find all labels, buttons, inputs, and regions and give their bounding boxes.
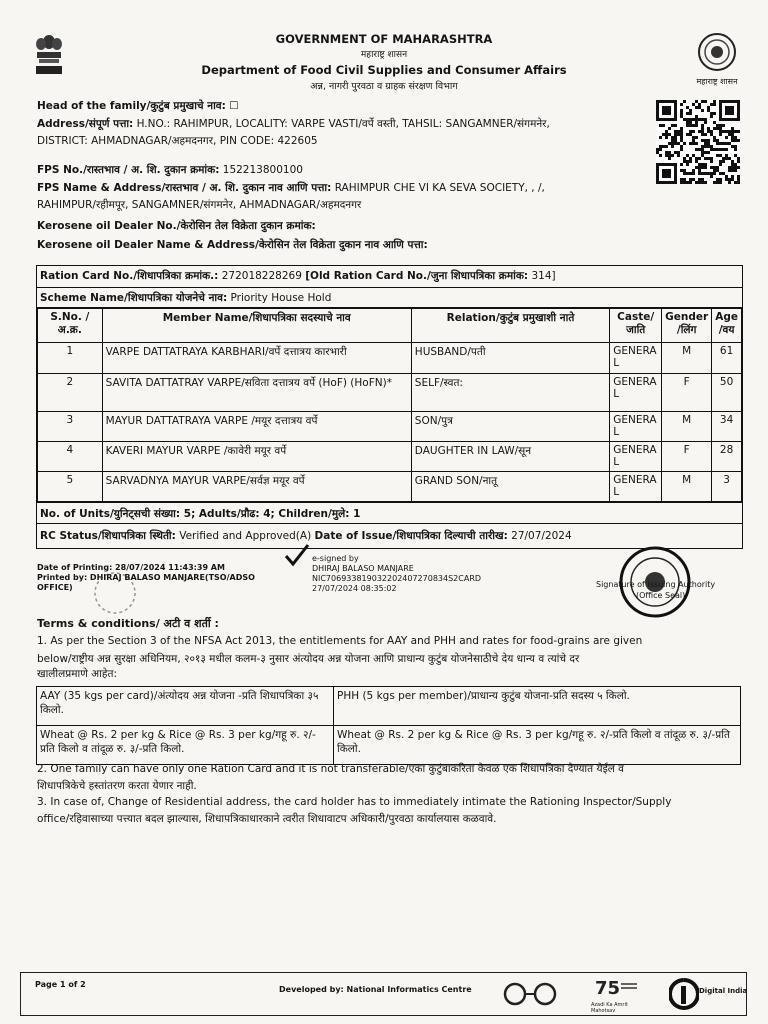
- terms-2b: शिधापत्रिकेचे हस्तांतरण करता येणार नाही.: [37, 780, 197, 792]
- col-gender: Gender /लिंग: [662, 309, 712, 343]
- head-of-family: Head of the family/कुटुंब प्रमुखाचे नाव: ☐: [37, 100, 239, 112]
- ration-card-box: [36, 265, 743, 549]
- state-seal-caption: महाराष्ट्र शासन: [696, 77, 738, 86]
- swachh-bharat-logo-icon: [497, 981, 567, 1007]
- col-sno: S.No. /अ.क्र.: [38, 309, 103, 343]
- department-name: Department of Food Civil Supplies and Consumer Affairs: [201, 63, 567, 77]
- members-table-header: [38, 309, 742, 343]
- table-row: 1 VARPE DATTATRAYA KARBHARI/वर्पे दत्तात्रय कारभारी HUSBAND/पती GENERA L M 61: [38, 343, 742, 374]
- esigned-name: DHIRAJ BALASO MANJARE: [312, 564, 414, 573]
- esigned-time: 27/07/2024 08:35:02: [312, 584, 397, 593]
- digital-india-label: Digital India: [699, 987, 748, 995]
- table-row: 2 SAVITA DATTATRAY VARPE/सविता दत्तात्रय वर्पे (HoF) (HoFN)* SELF/स्वत: GENERA L F 50: [38, 374, 742, 412]
- ration-card-number-row: Ration Card No./शिधापत्रिका क्रमांक.: 272018228269 [Old Ration Card No./जुना शिधापत्रिका क्रमांक: 314]: [37, 266, 742, 288]
- digital-india-logo-icon: [669, 978, 699, 1010]
- entitlements-table: [36, 686, 741, 765]
- terms-3b: office/रहिवासाच्या पत्त्यात बदल झाल्यास, शिधापत्रिकाधारकाने त्वरीत शिधावाटप अधिकारी/पुरवठा कार्यालयास कळवावे.: [37, 813, 497, 825]
- table-row: AAY (35 kgs per card)/अंत्योदय अन्न योजना -प्रति शिधापत्रिका ३५ किलो. PHH (5 kgs per member)/प्राधान्य कुटुंब योजना-प्रति सदस्य ५ किलो.: [37, 687, 741, 726]
- printed-by-office: OFFICE): [37, 583, 73, 592]
- table-row: Wheat @ Rs. 2 per kg & Rice @ Rs. 3 per kg/गहू रु. २/-प्रति किलो व तांदूळ रु. ३/-प्रति किलो. Wheat @ Rs. 2 per kg & Rice @ Rs. 3 per kg/गहू रु. २/-प्रति किलो व तांदूळ रु. ३/-प्रति किलो.: [37, 726, 741, 765]
- terms-1c: खालीलप्रमाणे आहेत:: [37, 668, 117, 680]
- table-row: 5 SARVADNYA MAYUR VARPE/सर्वज्ञ मयूर वर्पे GRAND SON/नातू GENERA L M 3: [38, 472, 742, 502]
- kerosene-dealer-address: Kerosene oil Dealer Name & Address/केरोसिन तेल विक्रेता दुकान नाव आणि पत्ता:: [37, 239, 428, 251]
- terms-heading: Terms & conditions/ अटी व शर्ती :: [37, 617, 219, 630]
- qr-code: [656, 100, 740, 184]
- signature-caption-office: (Office Seal): [636, 591, 686, 600]
- terms-1: 1. As per the Section 3 of the NFSA Act 2013, the entitlements for AAY and PHH and rates for food-grains are given: [37, 635, 643, 647]
- terms-2: 2. One family can have only one Ration Card and it is not transferable/एका कुटुंबाकरिता केवळ एक शिधापत्रिका देण्यात येईल व: [37, 763, 625, 775]
- signature-caption: Signature of Issuing Authority: [596, 580, 716, 589]
- table-row: 4 KAVERI MAYUR VARPE /कावेरी मयूर वर्पे DAUGHTER IN LAW/सून GENERA L F 28: [38, 442, 742, 472]
- col-member-name: Member Name/शिधापत्रिका सदस्याचे नाव: [102, 309, 411, 343]
- col-age: Age /वय: [712, 309, 742, 343]
- address-line-2: DISTRICT: AHMADNAGAR/अहमदनगर, PIN CODE: 422605: [37, 135, 318, 147]
- page-title: GOVERNMENT OF MAHARASHTRA: [275, 32, 493, 46]
- page-title-marathi: महाराष्ट्र शासन: [360, 50, 408, 60]
- footer: [20, 972, 747, 1016]
- units-row: No. of Units/युनिट्सची संख्या: 5; Adults/प्रौढ: 4; Children/मुले: 1: [37, 502, 742, 524]
- svg-text:75: 75: [595, 978, 621, 998]
- members-table: [37, 308, 742, 502]
- esigned-code: NIC706933819032202407270834S2CARD: [312, 574, 482, 583]
- azadi-logo: 75 Azadi Ka Amrit Mahotsav: [591, 976, 641, 1012]
- printed-by: Printed by: DHIRAJ BALASO MANJARE(TSO/ADSO: [37, 573, 255, 582]
- col-relation: Relation/कुटुंब प्रमुखाशी नाते: [411, 309, 609, 343]
- office-stamp-left: [92, 570, 138, 616]
- esigned-label: e-signed by: [312, 554, 359, 563]
- developed-by: Developed by: National Informatics Centre: [279, 985, 472, 994]
- scheme-row: Scheme Name/शिधापत्रिका योजनेचे नाव: Priority House Hold: [37, 288, 742, 308]
- table-row: 3 MAYUR DATTATRAYA VARPE /मयूर दत्तात्रय वर्पे SON/पुत्र GENERA L M 34: [38, 412, 742, 442]
- terms-1b: below/राष्ट्रीय अन्न सुरक्षा अधिनियम, २०१३ मधील कलम-३ नुसार अंत्योदय अन्न योजना आणि प्राधान्य कुटुंब योजनेसाठीचे देय धान्य व त्यांचे दर: [37, 653, 580, 665]
- fps-name-address-2: RAHIMPUR/रहीमपूर, SANGAMNER/संगमनेर, AHMADNAGAR/अहमदनगर: [37, 199, 362, 211]
- page-number: Page 1 of 2: [35, 980, 86, 989]
- address-line: Address/संपूर्ण पत्ता: H.NO.: RAHIMPUR, LOCALITY: VARPE VASTI/वर्पे वस्ती, TAHSIL: SANGAMNER/संगमनेर,: [37, 118, 550, 130]
- checkmark-icon: [284, 543, 310, 567]
- fps-name-address: FPS Name & Address/रास्तभाव / अ. शि. दुकान नाव आणि पत्ता: RAHIMPUR CHE VI KA SEVA SOCIETY, , /,: [37, 182, 545, 194]
- rc-status-row: RC Status/शिधापत्रिका स्थिती: Verified and Approved(A) Date of Issue/शिधापत्रिका दिल्याची तारीख: 27/07/2024: [40, 530, 572, 542]
- fps-number: FPS No./रास्तभाव / अ. शि. दुकान क्रमांक: 152213800100: [37, 164, 303, 176]
- terms-3: 3. In case of, Change of Residential address, the card holder has to immediately intimate the Rationing Inspector/Supply: [37, 796, 672, 808]
- date-of-printing: Date of Printing: 28/07/2024 11:43:39 AM: [37, 563, 225, 572]
- col-caste: Caste/ जाति: [610, 309, 662, 343]
- kerosene-dealer-number: Kerosene oil Dealer No./केरोसिन तेल विक्रेता दुकान क्रमांक:: [37, 220, 316, 232]
- department-name-marathi: अन्न, नागरी पुरवठा व ग्राहक संरक्षण विभाग: [310, 81, 458, 92]
